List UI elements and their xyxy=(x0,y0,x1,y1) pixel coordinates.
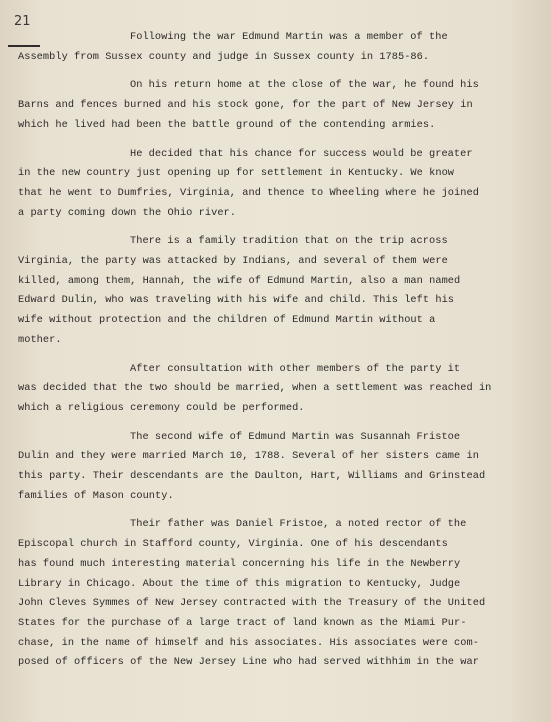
text-line: chase, in the name of himself and his associates. His associates were com- xyxy=(18,636,479,649)
text-line: There is a family tradition that on the trip across xyxy=(130,235,448,248)
text-line: Assembly from Sussex county and judge in Sussex county in 1785-86. xyxy=(18,50,430,63)
text-line: killed, among them, Hannah, the wife of Edmund Martin, also a man named xyxy=(18,274,461,287)
text-line: After consultation with other members of the party it xyxy=(130,362,461,375)
paragraph-gap xyxy=(18,67,543,76)
text-line: families of Mason county. xyxy=(18,489,174,502)
paragraph-gap xyxy=(18,136,543,145)
text-line: Barns and fences burned and his stock gone, for the part of New Jersey in xyxy=(18,99,473,112)
text-line: States for the purchase of a large tract of land known as the Miami Pur- xyxy=(18,616,467,629)
page-number: 21 xyxy=(14,14,31,29)
paragraph xyxy=(18,145,543,224)
text-line: Dulin and they were married March 10, 1788. Several of her sisters came in xyxy=(18,450,479,463)
text-line: He decided that his chance for success would be greater xyxy=(130,147,473,160)
text-line: this party. Their descendants are the Daulton, Hart, Williams and Grinstead xyxy=(18,470,486,483)
text-line: a party coming down the Ohio river. xyxy=(18,206,237,219)
text-line: which he lived had been the battle ground of the contending armies. xyxy=(18,118,436,131)
paragraph xyxy=(18,515,543,673)
text-line: wife without protection and the children of Edmund Martin without a xyxy=(18,314,436,327)
text-line: Edward Dulin, who was traveling with his wife and child. This left his xyxy=(18,294,455,307)
text-line: Following the war Edmund Martin was a member of the xyxy=(130,31,448,43)
text-line: Library in Chicago. About the time of this migration to Kentucky, Judge xyxy=(18,577,461,590)
text-line: John Cleves Symmes of New Jersey contracted with the Treasury of the United xyxy=(18,597,486,610)
text-line: posed of officers of the New Jersey Line who had served withhim in the war xyxy=(18,656,479,669)
document-body xyxy=(18,28,543,673)
text-line: Episcopal church in Stafford county, Virginia. One of his descendants xyxy=(18,538,448,551)
text-line: Their father was Daniel Fristoe, a noted rector of the xyxy=(130,518,467,531)
text-line: mother. xyxy=(18,333,62,346)
paragraph xyxy=(18,360,543,419)
text-line: On his return home at the close of the war, he found his xyxy=(130,79,479,92)
paragraph xyxy=(18,428,543,507)
paragraph xyxy=(18,76,543,135)
paragraph-gap xyxy=(18,506,543,515)
text-line: Virginia, the party was attacked by Indians, and several of them were xyxy=(18,255,448,268)
text-line: was decided that the two should be married, when a settlement was reached in xyxy=(18,382,492,395)
paragraph-gap xyxy=(18,419,543,428)
paragraph xyxy=(18,28,543,67)
text-line: The second wife of Edmund Martin was Susannah Fristoe xyxy=(130,430,461,443)
paragraph xyxy=(18,232,543,350)
paragraph-gap xyxy=(18,351,543,360)
paragraph-gap xyxy=(18,223,543,232)
text-line: has found much interesting material concerning his life in the Newberry xyxy=(18,557,461,570)
text-line: which a religious ceremony could be performed. xyxy=(18,401,305,414)
text-line: that he went to Dumfries, Virginia, and thence to Wheeling where he joined xyxy=(18,186,479,199)
text-line: in the new country just opening up for settlement in Kentucky. We know xyxy=(18,167,455,180)
